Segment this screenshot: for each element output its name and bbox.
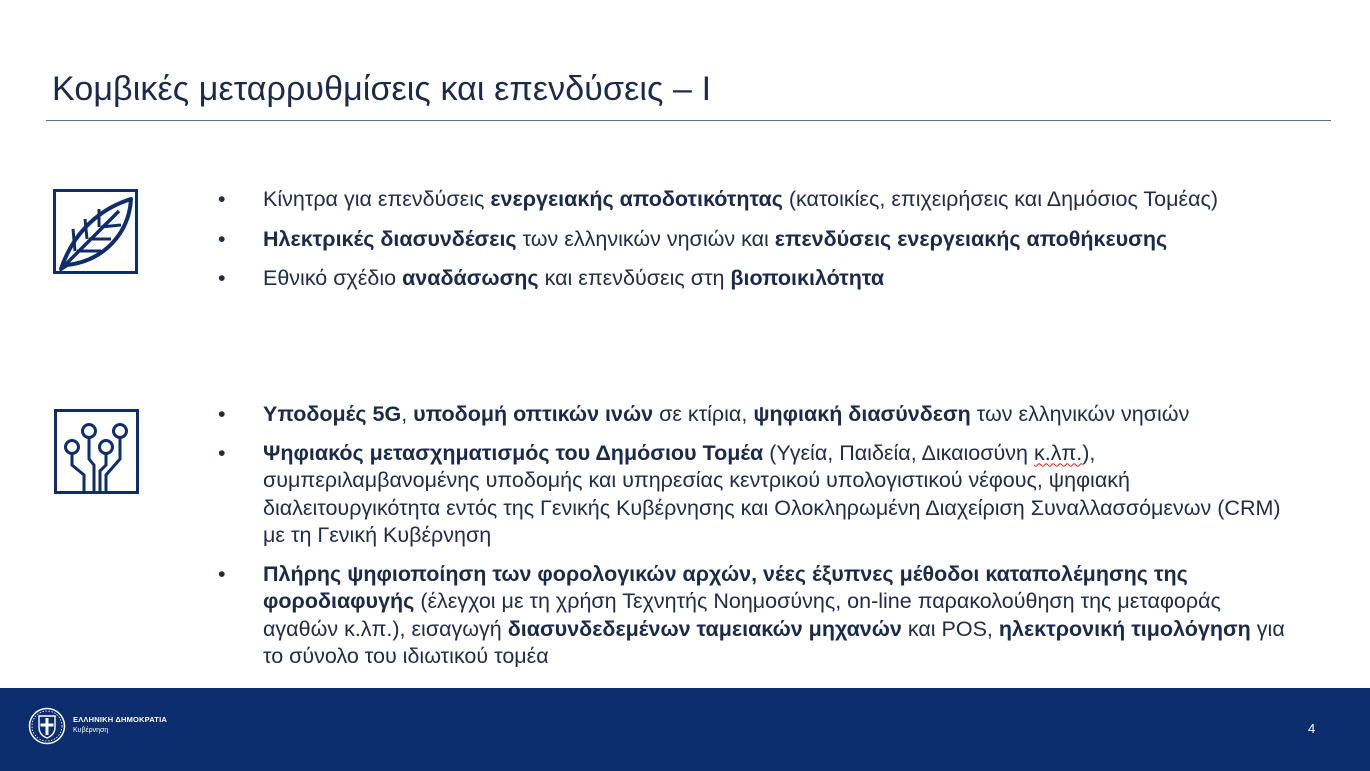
greek-emblem-icon	[28, 707, 66, 745]
page-number: 4	[1308, 721, 1316, 736]
slide-title: Κομβικές μεταρρυθμίσεις και επενδύσεις – Ι	[52, 70, 712, 108]
green-transition-list	[214, 186, 1294, 305]
list-item: • Ψηφιακός μετασχηματισμός του Δημόσιου Τομέα (Υγεία, Παιδεία, Δικαιοσύνη κ.λπ.), συμπεριλαμβανομένης υποδομής και υπηρεσίας κεντρικού υπολογιστικού νέφους, ψηφιακή διαλειτουργικότητα εντός της Γενικής Κυβέρνησης και Ολοκληρωμένη Διαχείριση Συναλλασσόμενων (CRM) με τη Γενική Κυβέρνηση	[214, 440, 1294, 550]
org-subtitle: Κυβέρνηση	[73, 727, 109, 734]
list-item: • Ηλεκτρικές διασυνδέσεις των ελληνικών νησιών και επενδύσεις ενεργειακής αποθήκευσης	[214, 226, 1294, 254]
title-divider	[46, 120, 1331, 121]
list-item: • Κίνητρα για επενδύσεις ενεργειακής αποδοτικότητας (κατοικίες, επιχειρήσεις και Δημόσιος Τομέας)	[214, 186, 1294, 214]
list-item: • Υποδομές 5G, υποδομή οπτικών ινών σε κτίρια, ψηφιακή διασύνδεση των ελληνικών νησιών	[214, 401, 1294, 429]
list-item: • Πλήρης ψηφιοποίηση των φορολογικών αρχών, νέες έξυπνες μέθοδοι καταπολέμησης της φοροδιαφυγής (έλεγχοι με τη χρήση Τεχνητής Νοημοσύνης, on-line παρακολούθηση της μεταφοράς αγαθών κ.λπ.), εισαγωγή διασυνδεδεμένων ταμειακών μηχανών και POS, ηλεκτρονική τιμολόγηση για το σύνολο του ιδιωτικού τομέα	[214, 561, 1294, 671]
spellcheck-word: κ.λπ.	[1033, 440, 1083, 465]
leaf-icon	[53, 189, 138, 274]
digital-transition-list	[214, 401, 1294, 682]
circuit-icon	[54, 409, 139, 494]
footer-bar	[0, 688, 1370, 771]
org-name: ΕΛΛΗΝΙΚΗ ΔΗΜΟΚΡΑΤΙΑ	[73, 715, 167, 724]
list-item: • Εθνικό σχέδιο αναδάσωσης και επενδύσεις στη βιοποικιλότητα	[214, 265, 1294, 293]
